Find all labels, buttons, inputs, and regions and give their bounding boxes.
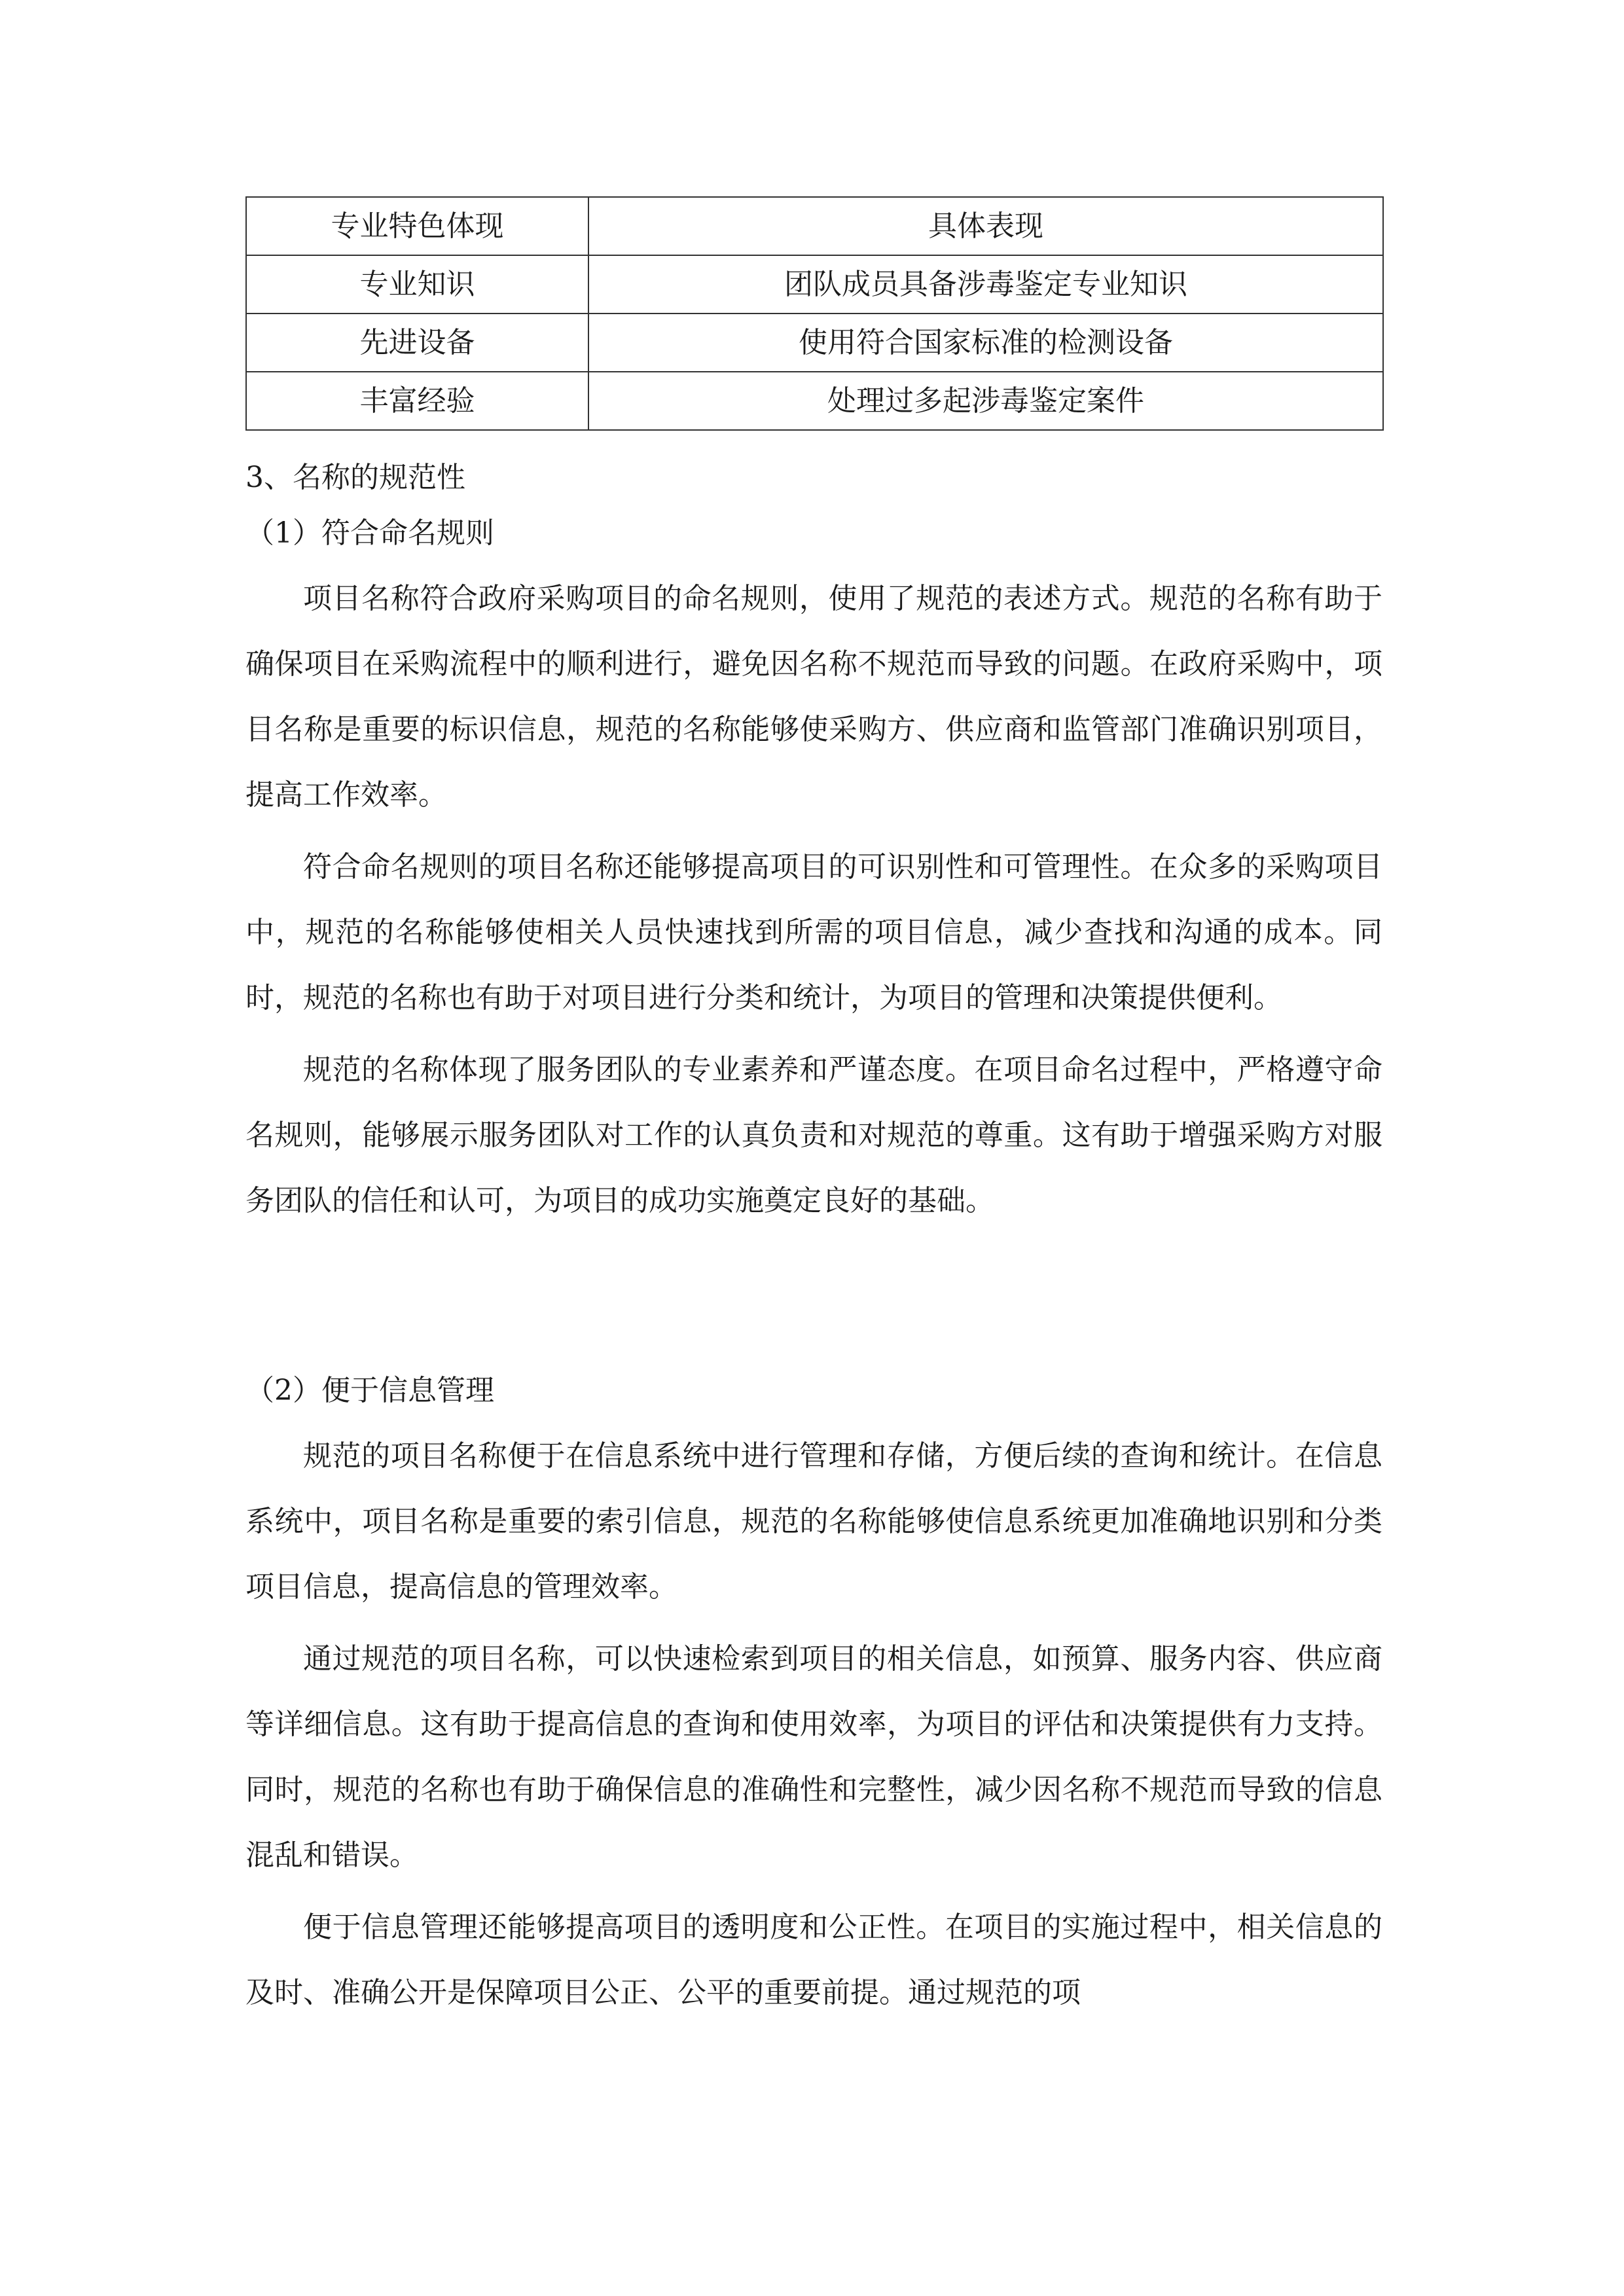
paragraph: 规范的名称体现了服务团队的专业素养和严谨态度。在项目命名过程中，严格遵守命名规则，能够展示服务团队对工作的认真负责和对规范的尊重。这有助于增强采购方对服务团队的信任和认可，为项目的成功实施奠定良好的基础。 xyxy=(245,1053,1382,1217)
paragraph: 通过规范的项目名称，可以快速检索到项目的相关信息，如预算、服务内容、供应商等详细信息。这有助于提高信息的查询和使用效率，为项目的评估和决策提供有力支持。同时，规范的名称也有助于确保信息的准确性和完整性，减少因名称不规范而导致的信息混乱和错误。 xyxy=(245,1642,1382,1872)
table-cell: 专业知识 xyxy=(246,255,588,314)
table-header-cell: 专业特色体现 xyxy=(246,197,588,255)
table-cell: 处理过多起涉毒鉴定案件 xyxy=(588,372,1383,430)
section-title: 3、名称的规范性 xyxy=(245,461,465,494)
table-cell: 先进设备 xyxy=(246,314,588,372)
table-cell: 团队成员具备涉毒鉴定专业知识 xyxy=(588,255,1383,314)
table-cell: 使用符合国家标准的检测设备 xyxy=(588,314,1383,372)
subsection-title-2: （2）便于信息管理 xyxy=(245,1374,494,1407)
subsection-title-1: （1）符合命名规则 xyxy=(245,516,494,550)
paragraph: 规范的项目名称便于在信息系统中进行管理和存储，方便后续的查询和统计。在信息系统中，项目名称是重要的索引信息，规范的名称能够使信息系统更加准确地识别和分类项目信息，提高信息的管理效率。 xyxy=(245,1439,1382,1604)
subsection-2-body xyxy=(245,1424,1382,2026)
paragraph: 便于信息管理还能够提高项目的透明度和公正性。在项目的实施过程中，相关信息的及时、准确公开是保障项目公正、公平的重要前提。通过规范的项 xyxy=(245,1910,1382,2009)
table-row xyxy=(246,255,1383,314)
feature-table xyxy=(245,196,1384,431)
table-header-row xyxy=(246,197,1383,255)
paragraph: 符合命名规则的项目名称还能够提高项目的可识别性和可管理性。在众多的采购项目中，规范的名称能够使相关人员快速找到所需的项目信息，减少查找和沟通的成本。同时，规范的名称也有助于对项目进行分类和统计，为项目的管理和决策提供便利。 xyxy=(245,850,1382,1014)
table-cell: 丰富经验 xyxy=(246,372,588,430)
subsection-1-body xyxy=(245,566,1382,1234)
paragraph: 项目名称符合政府采购项目的命名规则，使用了规范的表述方式。规范的名称有助于确保项目在采购流程中的顺利进行，避免因名称不规范而导致的问题。在政府采购中，项目名称是重要的标识信息，规范的名称能够使采购方、供应商和监管部门准确识别项目，提高工作效率。 xyxy=(245,582,1382,812)
table-header-cell: 具体表现 xyxy=(588,197,1383,255)
table-row xyxy=(246,314,1383,372)
table-row xyxy=(246,372,1383,430)
